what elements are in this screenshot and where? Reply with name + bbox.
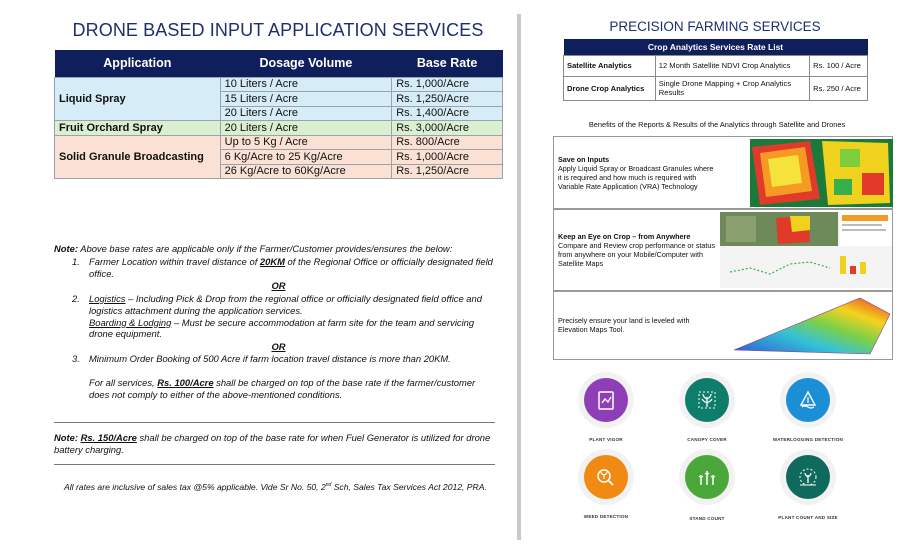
- distance-limit: 20KM: [259, 256, 285, 267]
- waterlogging-detection-icon: [786, 378, 830, 422]
- rate-table-header: Crop Analytics Services Rate List: [564, 39, 868, 55]
- footer-text: All rates are inclusive of sales tax @5% applicable. Vide Sr No. 50, 2: [64, 481, 326, 492]
- dosage-cell: 20 Liters / Acre: [220, 106, 392, 121]
- precision-farming-panel: [523, 0, 911, 544]
- weed-detection-icon: [584, 455, 628, 499]
- condition-text: – Including Pick & Drop from the regional office or officially designated field office and: [128, 293, 482, 304]
- divider-line: [54, 422, 495, 423]
- footer-sup: nd: [325, 482, 332, 488]
- service-desc: 12 Month Satellite NDVI Crop Analytics: [655, 55, 809, 76]
- fruit-orchard-label: Fruit Orchard Spray: [55, 121, 221, 136]
- plant-vigor-icon: [584, 378, 628, 422]
- condition-text: office.: [89, 267, 115, 279]
- condition-item-2: [89, 293, 509, 340]
- dosage-cell: 26 Kg/Acre to 60Kg/Acre: [220, 164, 392, 179]
- generator-text: battery charging.: [54, 443, 124, 455]
- tax-footer: [64, 480, 513, 494]
- benefit-text: Compare and Review crop performance or status from anywhere on your Mobile/Computer with Satellite Maps: [558, 241, 715, 268]
- service-name: Drone Crop Analytics: [564, 76, 656, 100]
- rate-cell: Rs. 3,000/Acre: [392, 121, 503, 136]
- or-separator: OR: [271, 280, 286, 291]
- rate-cell: Rs. 1,000/Acre: [392, 150, 503, 165]
- non-compliance-note: [89, 377, 509, 401]
- table-row: [564, 76, 868, 100]
- icon-label-weed-detection: WEED DETECTION: [583, 514, 629, 519]
- elevation-map-image: [730, 294, 892, 358]
- footer-text: Sch, Sales Tax Services Act 2012, PRA.: [331, 481, 487, 492]
- benefit-text: Apply Liquid Spray or Broadcast Granules where it is required and how much is required with Variable Rate Application (VRA) Technology: [558, 164, 714, 191]
- dosage-cell: Up to 5 Kg / Acre: [220, 135, 392, 150]
- solid-granule-label: Solid Granule Broadcasting: [55, 135, 221, 179]
- condition-text: drone equipment.: [89, 328, 162, 340]
- generator-text: shall be charged on top of the base rate for when Fuel Generator is utilized for drone: [139, 432, 491, 443]
- service-rate: Rs. 100 / Acre: [810, 55, 868, 76]
- crop-analytics-table: [563, 39, 868, 101]
- dosage-cell: 15 Liters / Acre: [220, 92, 392, 107]
- logistics-label: Logistics: [89, 293, 126, 304]
- header-base-rate: Base Rate: [392, 50, 503, 77]
- drone-rates-table: [54, 50, 503, 179]
- benefit-card-save-inputs: [553, 136, 893, 209]
- note-prefix: Note:: [54, 243, 78, 254]
- rate-cell: Rs. 1,250/Acre: [392, 164, 503, 179]
- rate-cell: Rs. 800/Acre: [392, 135, 503, 150]
- generator-rate: Rs. 150/Acre: [80, 432, 137, 443]
- table-row: [55, 121, 503, 136]
- condition-text: Farmer Location within travel distance of: [89, 256, 258, 267]
- benefits-title: Benefits of the Reports & Results of the Analytics through Satellite and Drones: [588, 120, 846, 129]
- condition-text: – Must be secure accommodation at farm site for the team and servicing: [173, 316, 475, 328]
- dosage-cell: 20 Liters / Acre: [220, 121, 392, 136]
- canopy-cover-icon: [685, 378, 729, 422]
- note-text: Above base rates are applicable only if the Farmer/Customer provides/ensures the below:: [80, 243, 453, 254]
- header-application: Application: [55, 50, 221, 77]
- icon-label-stand-count: STAND COUNT: [689, 516, 725, 521]
- stand-count-icon: [685, 455, 729, 499]
- condition-text: shall be charged on top of the base rate if the farmer/customer: [216, 377, 476, 388]
- vra-map-image: [750, 139, 893, 207]
- benefit-text-block: [558, 155, 718, 191]
- icon-label-canopy-cover: CANOPY COVER: [687, 437, 727, 442]
- condition-text: of the Regional Office or officially designated field: [287, 256, 493, 267]
- item-number: 2.: [72, 293, 80, 304]
- benefit-text: Precisely ensure your land is leveled with Elevation Maps Tool.: [558, 316, 690, 334]
- rate-cell: Rs. 1,000/Acre: [392, 77, 503, 92]
- drone-services-title: DRONE BASED INPUT APPLICATION SERVICES: [72, 20, 484, 40]
- satellite-dashboard-image: [720, 212, 892, 288]
- rate-cell: Rs. 1,400/Acre: [392, 106, 503, 121]
- condition-text: For all services,: [89, 377, 155, 388]
- benefit-card-monitor-crop: [553, 209, 893, 291]
- plant-count-size-icon: [786, 455, 830, 499]
- table-row: [55, 77, 503, 92]
- divider-line: [54, 464, 495, 465]
- service-desc: Single Drone Mapping + Crop Analytics Results: [655, 76, 809, 100]
- condition-text: logistics attachment during the application services.: [89, 304, 303, 316]
- or-separator: OR: [271, 341, 286, 352]
- dosage-cell: 6 Kg/Acre to 25 Kg/Acre: [220, 150, 392, 165]
- icon-label-plant-vigor: PLANT VIGOR: [589, 437, 623, 442]
- item-number: 1.: [72, 256, 80, 267]
- note-prefix: Note:: [54, 432, 78, 443]
- table-row: [564, 55, 868, 76]
- table-row: [55, 135, 503, 150]
- benefit-title: Save on Inputs: [558, 155, 610, 164]
- icon-label-plant-count: PLANT COUNT AND SIZE: [778, 515, 838, 520]
- page-divider: [517, 14, 521, 540]
- rate-cell: Rs. 1,250/Acre: [392, 92, 503, 107]
- item-number: 3.: [72, 353, 80, 364]
- benefit-card-land-level: [553, 291, 893, 360]
- condition-item-1: [89, 256, 509, 280]
- icon-label-waterlogging: WATERLOGGING DETECTION: [772, 437, 844, 442]
- dosage-cell: 10 Liters / Acre: [220, 77, 392, 92]
- service-rate: Rs. 250 / Acre: [810, 76, 868, 100]
- liquid-spray-label: Liquid Spray: [55, 77, 221, 121]
- surcharge-rate: Rs. 100/Acre: [157, 377, 214, 388]
- precision-farming-title: PRECISION FARMING SERVICES: [609, 19, 821, 34]
- benefit-text-block: [558, 232, 718, 268]
- benefit-title: Keep an Eye on Crop – from Anywhere: [558, 232, 691, 241]
- condition-text: does not comply to either of the above-mentioned conditions.: [89, 388, 343, 400]
- generator-note: [54, 432, 503, 456]
- condition-item-3: Minimum Order Booking of 500 Acre if farm location travel distance is more than 20KM.: [89, 353, 451, 364]
- service-name: Satellite Analytics: [564, 55, 656, 76]
- boarding-label: Boarding & Lodging: [89, 316, 172, 328]
- header-dosage: Dosage Volume: [220, 50, 392, 77]
